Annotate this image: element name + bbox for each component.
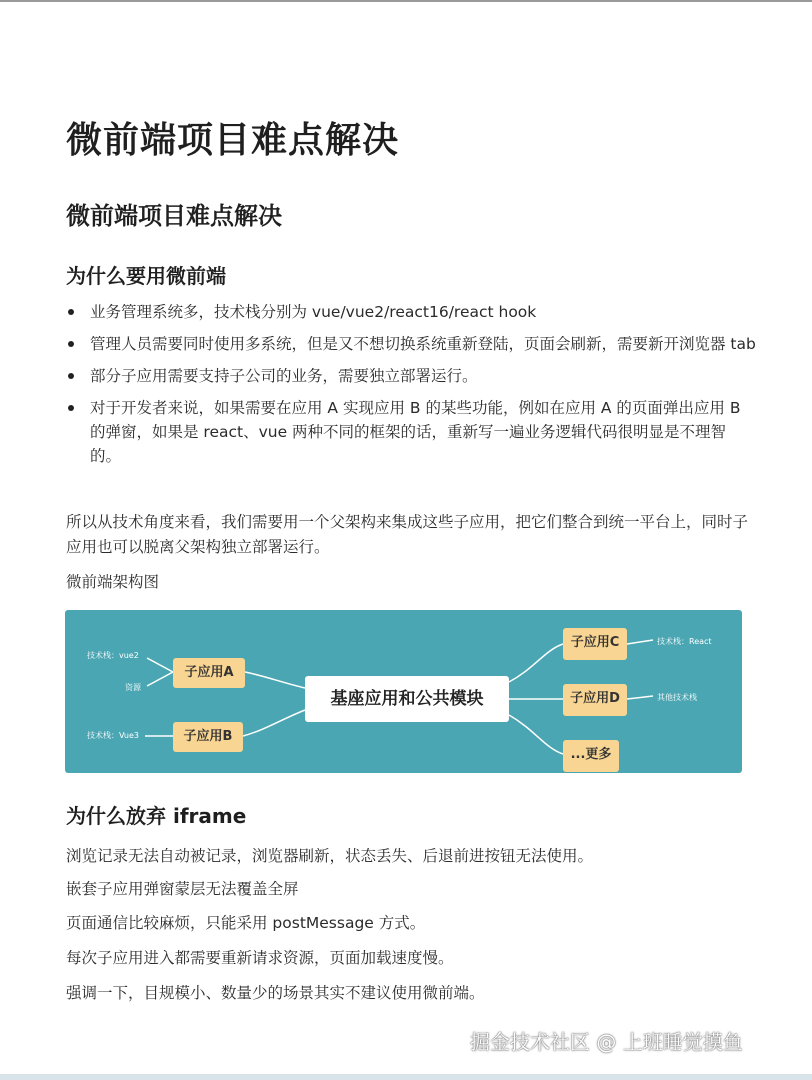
sub-app-d-node: 子应用D (563, 684, 627, 716)
sub-app-a-resource-label: 资源 (125, 683, 141, 692)
watermark-text: 掘金技术社区 @ 上班睡觉摸鱼 (470, 1030, 743, 1054)
list-item-text: 管理人员需要同时使用多系统，但是又不想切换系统重新登陆，页面会刷新，需要新开浏览器 tab (90, 335, 756, 353)
sub-app-d-stack-label: 其他技术栈 (657, 693, 697, 702)
base-app-node: 基座应用和公共模块 (305, 676, 509, 722)
section-heading-why-micro-frontend: 为什么要用微前端 (66, 264, 226, 288)
iframe-issue-line: 页面通信比较麻烦，只能采用 postMessage 方式。 (66, 914, 426, 932)
sub-app-b-node: 子应用B (173, 722, 243, 752)
list-item-text: 部分子应用需要支持子公司的业务，需要独立部署运行。 (90, 367, 478, 385)
sub-app-b-stack-label: 技术栈：Vue3 (87, 731, 140, 740)
sub-app-c-stack-label: 技术栈：React (657, 637, 712, 646)
list-item-text: 业务管理系统多，技术栈分别为 vue/vue2/react16/react hook (90, 303, 537, 321)
list-item (66, 332, 756, 356)
architecture-diagram (65, 610, 742, 773)
page-subtitle: 微前端项目难点解决 (66, 202, 282, 230)
summary-paragraph: 所以从技术角度来看，我们需要用一个父架构来集成这些子应用，把它们整合到统一平台上，同时子应用也可以脱离父架构独立部署运行。 (66, 513, 749, 556)
bullet-icon (68, 373, 74, 379)
diagram-caption: 微前端架构图 (66, 573, 160, 591)
list-item-text: 对于开发者来说，如果需要在应用 A 实现应用 B 的某些功能，例如在应用 A 的页面弹出应用 B 的弹窗，如果是 react、vue 两种不同的框架的话，重新写一遍业务逻辑代码很明显是不理智的。 (90, 399, 741, 465)
iframe-issue-line: 每次子应用进入都需要重新请求资源，页面加载速度慢。 (66, 949, 454, 967)
bullet-icon (68, 309, 74, 315)
iframe-issue-line: 强调一下，目规模小、数量少的场景其实不建议使用微前端。 (66, 984, 485, 1002)
list-item (66, 364, 756, 388)
bottom-strip (0, 1074, 812, 1080)
list-item (66, 300, 756, 324)
bullet-icon (68, 341, 74, 347)
sub-app-a-node: 子应用A (173, 658, 245, 688)
sub-app-c-node: 子应用C (563, 628, 627, 660)
iframe-issue-line: 嵌套子应用弹窗蒙层无法覆盖全屏 (66, 880, 299, 898)
reasons-list (66, 300, 756, 476)
iframe-issue-line: 浏览记录无法自动被记录，浏览器刷新，状态丢失、后退前进按钮无法使用。 (66, 847, 594, 865)
sub-app-a-stack-label: 技术栈：vue2 (87, 651, 139, 660)
top-divider (0, 0, 812, 2)
more-apps-node: ...更多 (563, 740, 619, 772)
page-title: 微前端项目难点解决 (66, 120, 400, 161)
section-heading-why-not-iframe: 为什么放弃 iframe (66, 804, 247, 828)
list-item (66, 396, 756, 468)
bullet-icon (68, 405, 74, 411)
